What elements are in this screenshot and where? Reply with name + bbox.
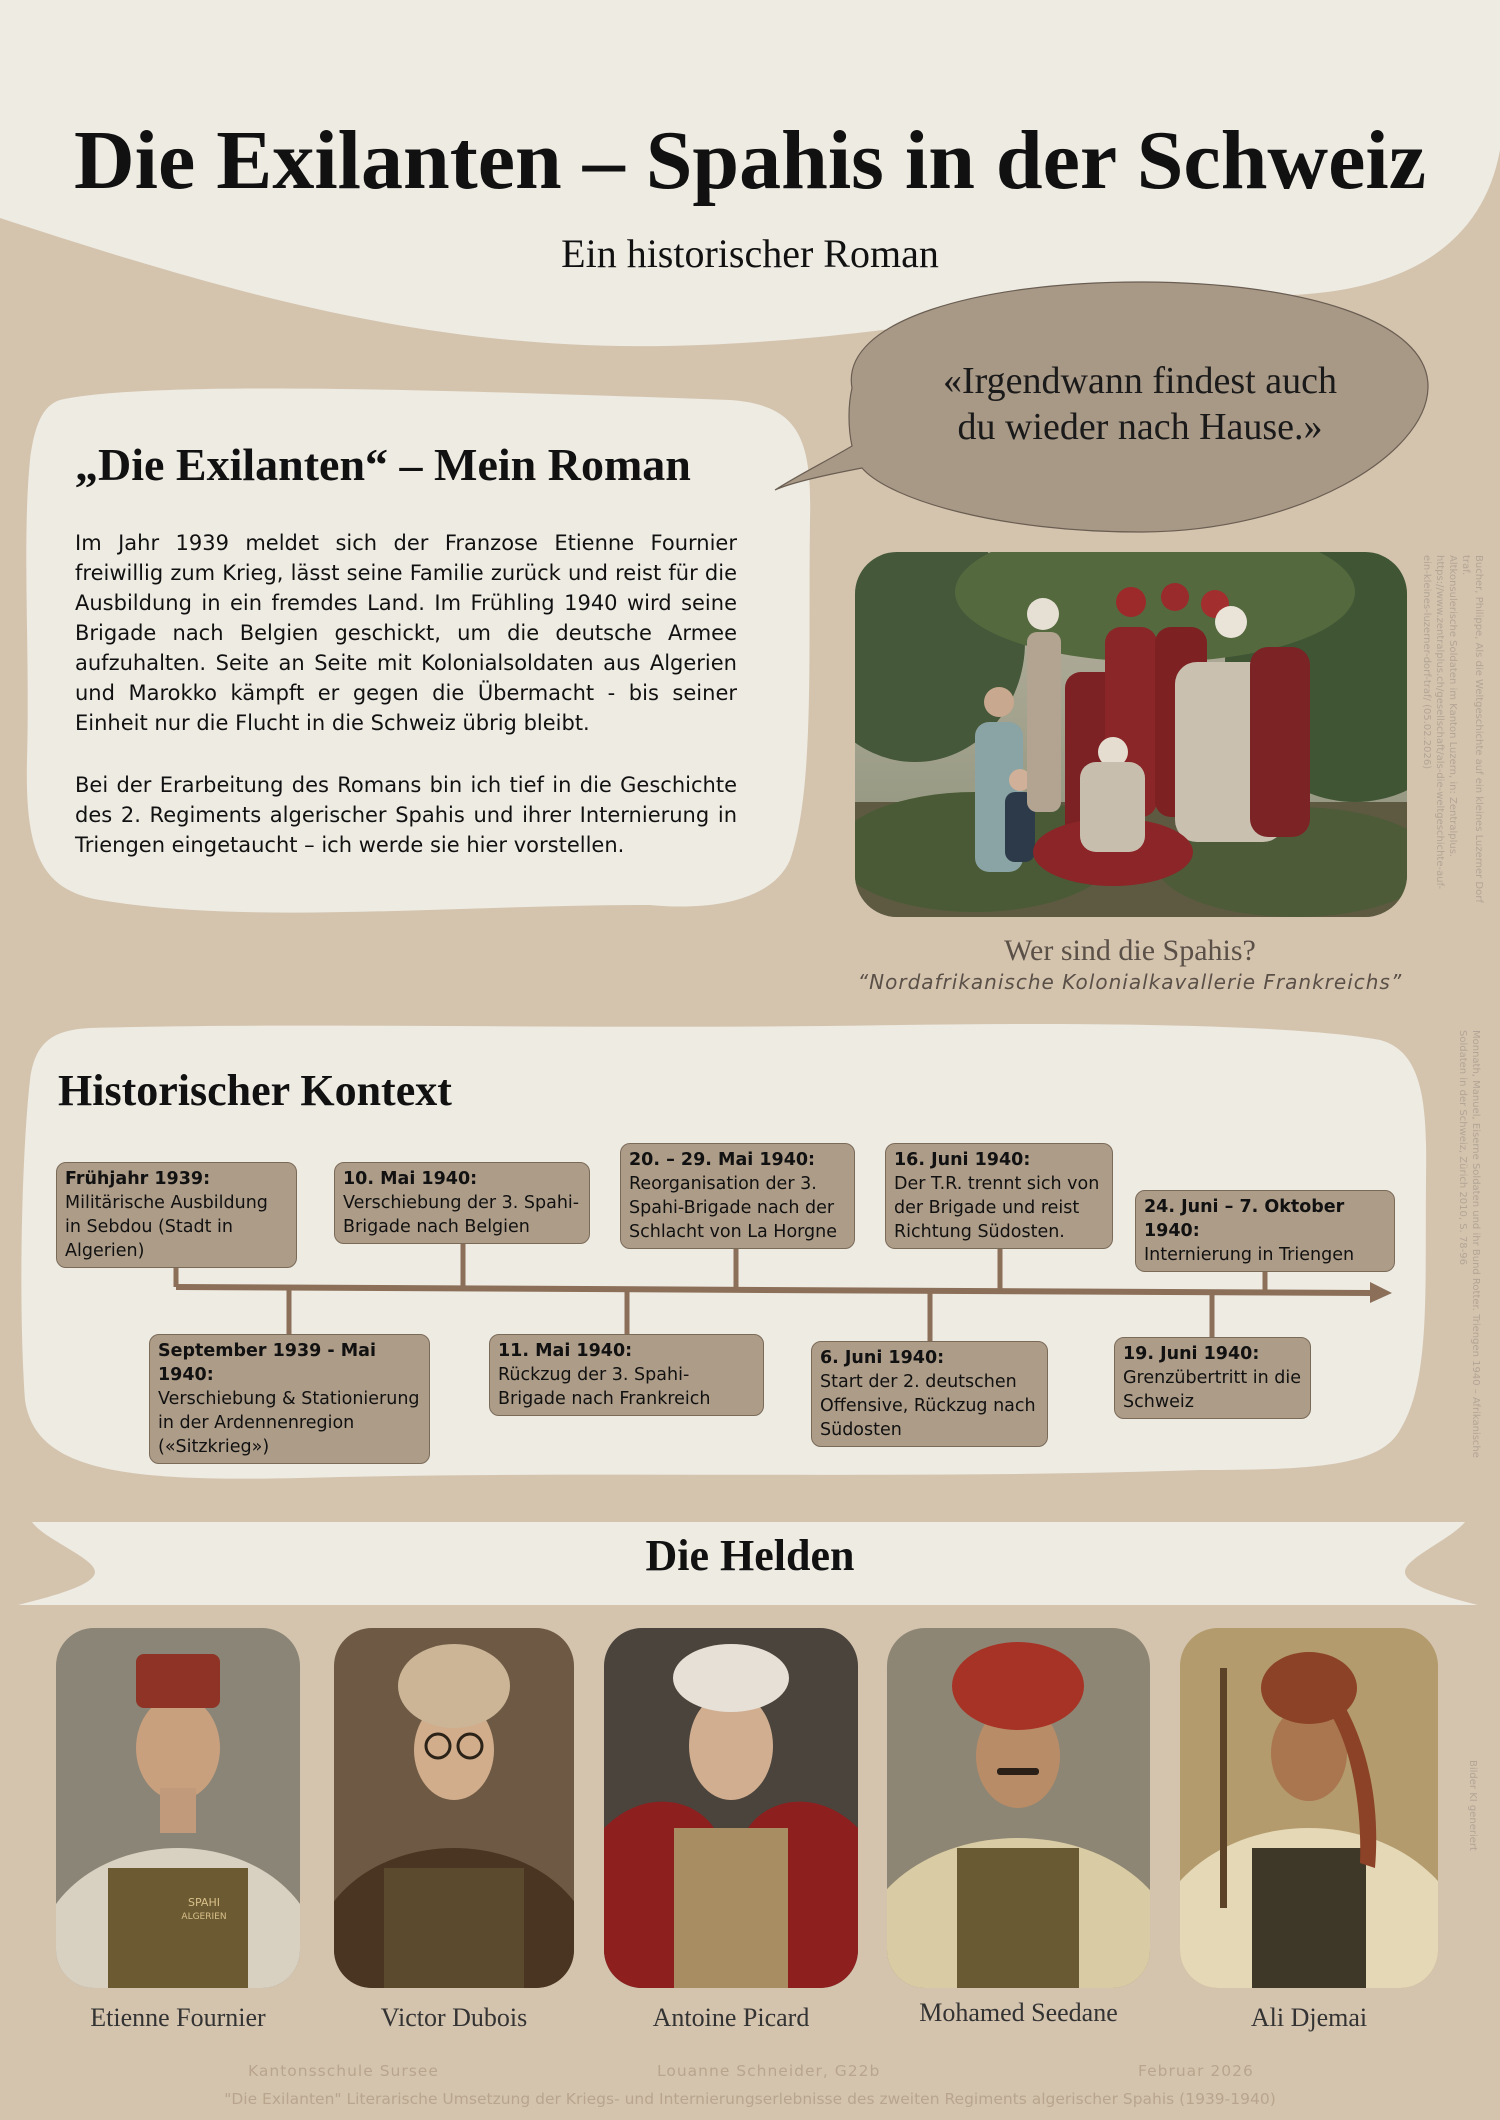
timeline-event (334, 1162, 590, 1244)
event-text: Grenzübertritt in die Schweiz (1123, 1368, 1302, 1412)
event-text: Verschiebung & Stationierung in der Ardennenregion («Sitzkrieg») (158, 1389, 420, 1457)
event-date: 20. – 29. Mai 1940: (629, 1150, 816, 1170)
timeline-event (1135, 1190, 1395, 1272)
hero-name: Antoine Picard (652, 2003, 810, 2032)
event-text: Rückzug der 3. Spahi-Brigade nach Frankreich (498, 1365, 711, 1409)
hero-badge-line-2: ALGERIEN (181, 1912, 227, 1922)
hero-portrait (334, 1628, 574, 1988)
spahi-question: Wer sind die Spahis? (1004, 934, 1256, 967)
event-text: Verschiebung der 3. Spahi-Brigade nach Belgien (343, 1193, 580, 1237)
hero-portrait (1180, 1628, 1438, 1988)
context-source-note (1456, 1030, 1482, 1460)
hero-portrait (887, 1628, 1150, 1988)
heroes-heading: Die Helden (645, 1531, 855, 1580)
quote-line-2: du wieder nach Hause.» (957, 406, 1323, 448)
photo-source-line-2: Altkonsulerische Soldaten im Kanton Luzern, in: Zentralplus. (1447, 555, 1458, 858)
timeline-event (1114, 1337, 1311, 1419)
event-date: 6. Juni 1940: (820, 1348, 945, 1368)
footer-date: Februar 2026 (1138, 2062, 1254, 2080)
event-text: Internierung in Triengen (1144, 1245, 1355, 1265)
novel-heading: „Die Exilanten“ – Mein Roman (75, 439, 691, 490)
timeline-event (885, 1143, 1113, 1249)
event-text: Reorganisation der 3. Spahi-Brigade nach der Schlacht von La Horgne (629, 1174, 838, 1242)
context-heading: Historischer Kontext (58, 1066, 452, 1115)
hero-portrait (56, 1628, 300, 1988)
event-date: 10. Mai 1940: (343, 1169, 478, 1189)
event-date: 11. Mai 1940: (498, 1341, 633, 1361)
page-subtitle: Ein historischer Roman (561, 231, 939, 276)
hero-name: Ali Djemai (1250, 2003, 1368, 2032)
event-text: Der T.R. trennt sich von der Brigade und reist Richtung Südosten. (894, 1174, 1100, 1242)
timeline-event (811, 1341, 1048, 1447)
timeline-arrowhead (1370, 1282, 1392, 1303)
novel-paragraph-2: Bei der Erarbeitung des Romans bin ich tief in die Geschichte des 2. Regiments algerischer Spahis und ihrer Internierung in Triengen eingetaucht – ich werde sie hier vorstellen. (75, 773, 737, 857)
page-title: Die Exilanten – Spahis in der Schweiz (74, 114, 1426, 207)
footer-school: Kantonsschule Sursee (248, 2062, 439, 2080)
event-date: Frühjahr 1939: (65, 1169, 211, 1189)
hero-badge-line-1: SPAHI (188, 1896, 220, 1909)
hero-portrait (604, 1628, 858, 1988)
photo-source-line-1: Bucher, Philippe, Als die Weltgeschichte auf ein kleines Luzerner Dorf traf. (1460, 555, 1484, 903)
event-date: 16. Juni 1940: (894, 1150, 1031, 1170)
event-text: Militärische Ausbildung in Sebdou (Stadt in Algerien) (65, 1193, 268, 1261)
context-source-line-1: Monnath, Manuel, Eiserne Soldaten und ihr Bund Rotter. Triengen 1940 – Afrikanische (1470, 1030, 1481, 1458)
spahi-subtitle: “Nordafrikanische Kolonialkavallerie Frankreichs” (857, 970, 1403, 994)
event-date: 24. Juni – 7. Oktober 1940: (1144, 1197, 1345, 1241)
timeline-event (56, 1162, 297, 1268)
hero-name: Mohamed Seedane (919, 1998, 1118, 2027)
photo-source-line-3: https://www.zentralplus.ch/gesellschaft/als-die-weltgeschichte-auf- (1434, 555, 1445, 890)
novel-paragraph-1: Im Jahr 1939 meldet sich der Franzose Etienne Fournier freiwillig zum Krieg, lässt seine Familie zurück und reist für die Ausbildung in ein fremdes Land. Im Frühling 1940 wird seine Brigade nach Belgien geschickt, um die deutsche Armee aufzuhalten. Seite an Seite mit Kolonialsoldaten aus Algerien und Marokko kämpft er gegen die Übermacht - bis seiner Einheit nur die Flucht in die Schweiz übrig bleibt. (75, 531, 737, 735)
event-text: Start der 2. deutschen Offensive, Rückzug nach Südosten (820, 1372, 1036, 1440)
hero-name: Victor Dubois (380, 2003, 528, 2032)
quote-line-1: «Irgendwann findest auch (943, 360, 1337, 402)
timeline-event (149, 1334, 430, 1464)
timeline-event (489, 1334, 764, 1416)
timeline-event (620, 1143, 855, 1249)
event-date: 19. Juni 1940: (1123, 1344, 1260, 1364)
context-source-line-2: Soldaten in der Schweiz, Zürich 2010, S. 78-96 (1457, 1030, 1468, 1265)
ai-image-note: Bilder KI generiert (1467, 1760, 1478, 1851)
hero-name: Etienne Fournier (90, 2003, 266, 2032)
footer-author: Louanne Schneider, G22b (657, 2062, 881, 2080)
event-date: September 1939 - Mai 1940: (158, 1341, 376, 1385)
photo-source-line-4: ein-kleines-luzerner-dorf-traf/ (05.02.2026) (1421, 555, 1432, 770)
timeline-axis (176, 1287, 1372, 1293)
footer-description: "Die Exilanten" Literarische Umsetzung der Kriegs- und Internierungserlebnisse des zweiten Regiments algerischer Spahis (1939-1940) (224, 2090, 1276, 2108)
